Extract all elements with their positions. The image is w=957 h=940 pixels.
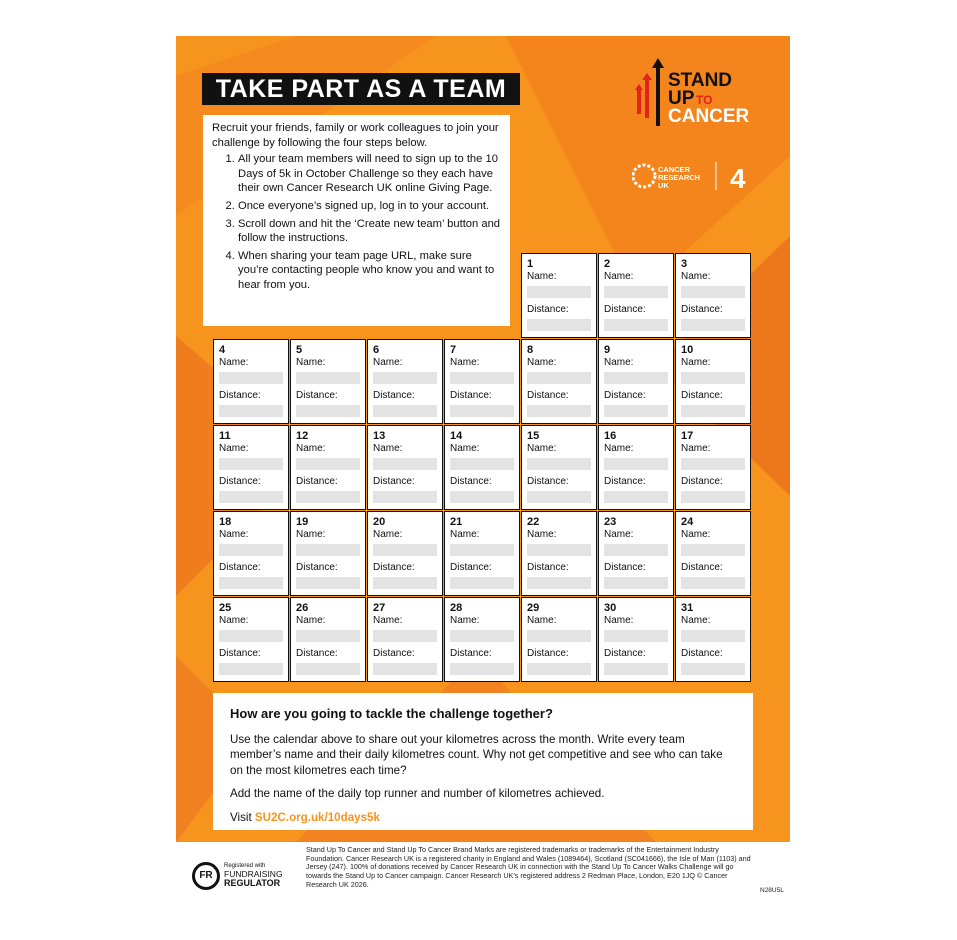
step-item: 1. All your team members will need to sign up to the 10 Days of 5k in October Challenge so they each have their own Cancer Research UK online Giving Page. [238, 152, 502, 196]
name-field[interactable] [373, 630, 437, 642]
name-field[interactable] [373, 544, 437, 556]
day-number: 7 [450, 344, 457, 356]
day-number: 28 [450, 602, 463, 614]
name-field[interactable] [296, 372, 360, 384]
name-label: Name: [527, 357, 557, 368]
calendar-day-19 [290, 511, 366, 596]
day-number: 1 [527, 258, 534, 270]
distance-field[interactable] [527, 491, 591, 503]
distance-field[interactable] [450, 405, 514, 417]
distance-field[interactable] [296, 491, 360, 503]
name-label: Name: [604, 443, 634, 454]
name-label: Name: [219, 357, 249, 368]
name-label: Name: [296, 615, 326, 626]
calendar-day-26 [290, 597, 366, 682]
distance-field[interactable] [373, 577, 437, 589]
name-field[interactable] [373, 372, 437, 384]
distance-label: Distance: [450, 476, 492, 487]
day-number: 19 [296, 516, 309, 528]
day-number: 11 [219, 430, 231, 442]
calendar-day-4 [213, 339, 289, 424]
name-label: Name: [219, 529, 249, 540]
distance-label: Distance: [296, 648, 338, 659]
name-label: Name: [527, 443, 557, 454]
day-number: 6 [373, 344, 380, 356]
name-label: Name: [373, 529, 403, 540]
day-number: 13 [373, 430, 386, 442]
distance-label: Distance: [219, 648, 261, 659]
distance-label: Distance: [219, 390, 261, 401]
distance-field[interactable] [450, 577, 514, 589]
distance-field[interactable] [604, 577, 668, 589]
day-number: 24 [681, 516, 694, 528]
steps-list [212, 152, 502, 292]
page-title: TAKE PART AS A TEAM [202, 73, 520, 105]
distance-label: Distance: [527, 648, 569, 659]
name-field[interactable] [604, 286, 668, 298]
distance-label: Distance: [219, 476, 261, 487]
calendar-day-22 [521, 511, 597, 596]
distance-field[interactable] [527, 405, 591, 417]
distance-label: Distance: [604, 562, 646, 573]
name-label: Name: [681, 615, 711, 626]
name-label: Name: [373, 615, 403, 626]
calendar-day-10 [675, 339, 751, 424]
fundraising-regulator-text [224, 863, 283, 888]
distance-label: Distance: [604, 476, 646, 487]
name-field[interactable] [527, 372, 591, 384]
distance-label: Distance: [681, 562, 723, 573]
su2c-logo [632, 58, 762, 198]
reg-small: Registered with [224, 863, 266, 869]
distance-label: Distance: [681, 390, 723, 401]
distance-field[interactable] [527, 663, 591, 675]
calendar-day-9 [598, 339, 674, 424]
name-label: Name: [527, 615, 557, 626]
calendar-day-8 [521, 339, 597, 424]
distance-label: Distance: [604, 648, 646, 659]
name-field[interactable] [450, 458, 514, 470]
day-number: 4 [219, 344, 226, 356]
distance-label: Distance: [373, 648, 415, 659]
calendar-day-16 [598, 425, 674, 510]
calendar-day-18 [213, 511, 289, 596]
distance-field[interactable] [373, 491, 437, 503]
calendar-day-7 [444, 339, 520, 424]
name-label: Name: [373, 357, 403, 368]
reg-fundraising: FUNDRAISING [224, 869, 283, 879]
name-label: Name: [450, 357, 480, 368]
distance-label: Distance: [527, 304, 569, 315]
cancer-research-text: CANCER RESEARCH UK [658, 165, 701, 190]
distance-field[interactable] [527, 319, 591, 331]
challenge-para2: Add the name of the daily top runner and number of kilometres achieved. [230, 787, 605, 800]
day-number: 2 [604, 258, 611, 270]
name-field[interactable] [681, 372, 745, 384]
day-number: 18 [219, 516, 232, 528]
distance-field[interactable] [219, 491, 283, 503]
name-field[interactable] [681, 458, 745, 470]
day-number: 21 [450, 516, 463, 528]
challenge-box [213, 693, 753, 830]
logo-up: UP [668, 88, 695, 109]
calendar-day-31 [675, 597, 751, 682]
name-field[interactable] [604, 630, 668, 642]
distance-field[interactable] [681, 319, 745, 331]
calendar-day-1 [521, 253, 597, 338]
distance-label: Distance: [296, 390, 338, 401]
name-label: Name: [681, 357, 711, 368]
calendar-day-11 [213, 425, 289, 510]
day-number: 5 [296, 344, 303, 356]
name-label: Name: [681, 271, 711, 282]
name-label: Name: [219, 443, 249, 454]
footer [192, 846, 792, 906]
name-field[interactable] [604, 372, 668, 384]
day-number: 12 [296, 430, 309, 442]
day-number: 10 [681, 344, 694, 356]
day-number: 27 [373, 602, 386, 614]
distance-label: Distance: [450, 648, 492, 659]
day-number: 25 [219, 602, 232, 614]
name-label: Name: [219, 615, 249, 626]
name-label: Name: [527, 271, 557, 282]
calendar-day-15 [521, 425, 597, 510]
calendar-day-6 [367, 339, 443, 424]
distance-label: Distance: [681, 476, 723, 487]
name-field[interactable] [373, 458, 437, 470]
legal-text: Stand Up To Cancer and Stand Up To Cancer Brand Marks are registered trademarks or trademarks of the Entertainment Industry Foundation. Cancer Research UK is a registered charity in England and Wales (1089464), Scotland (SC041666), the Isle of Man (1103) and Jersey (247). 100% of donations received by Cancer Research UK in connection with the Stand Up To Cancer Walks Challenge will go towards the Stand Up to Cancer campaign. Cancer Research UK’s registered address 2 Redman Place, London, E20 1JQ © Cancer Research UK 2026. [306, 845, 751, 889]
calendar-day-25 [213, 597, 289, 682]
name-label: Name: [681, 529, 711, 540]
distance-field[interactable] [604, 491, 668, 503]
distance-label: Distance: [450, 390, 492, 401]
name-label: Name: [604, 615, 634, 626]
distance-field[interactable] [219, 577, 283, 589]
distance-label: Distance: [681, 648, 723, 659]
name-label: Name: [604, 529, 634, 540]
distance-label: Distance: [681, 304, 723, 315]
calendar-day-29 [521, 597, 597, 682]
name-label: Name: [604, 357, 634, 368]
name-field[interactable] [219, 544, 283, 556]
distance-field[interactable] [373, 405, 437, 417]
distance-label: Distance: [604, 390, 646, 401]
distance-label: Distance: [527, 390, 569, 401]
name-field[interactable] [219, 372, 283, 384]
distance-label: Distance: [373, 476, 415, 487]
cancer-research-icon [633, 165, 655, 187]
day-number: 16 [604, 430, 617, 442]
distance-label: Distance: [527, 476, 569, 487]
name-field[interactable] [527, 630, 591, 642]
name-label: Name: [296, 357, 326, 368]
calendar-day-5 [290, 339, 366, 424]
distance-field[interactable] [450, 663, 514, 675]
distance-field[interactable] [681, 405, 745, 417]
distance-field[interactable] [527, 577, 591, 589]
challenge-heading: How are you going to tackle the challenge together? [230, 706, 553, 721]
distance-field[interactable] [219, 405, 283, 417]
name-field[interactable] [450, 544, 514, 556]
distance-field[interactable] [681, 663, 745, 675]
calendar-day-28 [444, 597, 520, 682]
calendar-day-3 [675, 253, 751, 338]
distance-field[interactable] [604, 405, 668, 417]
day-number: 17 [681, 430, 694, 442]
distance-label: Distance: [450, 562, 492, 573]
name-label: Name: [450, 443, 480, 454]
name-label: Name: [373, 443, 403, 454]
logo-stand: STAND [668, 70, 733, 91]
calendar-day-13 [367, 425, 443, 510]
distance-field[interactable] [681, 577, 745, 589]
calendar-day-27 [367, 597, 443, 682]
distance-field[interactable] [296, 577, 360, 589]
visit-line [230, 810, 735, 826]
distance-field[interactable] [373, 663, 437, 675]
day-number: 15 [527, 430, 540, 442]
visit-label: Visit [230, 810, 255, 824]
day-number: 30 [604, 602, 617, 614]
day-number: 3 [681, 258, 688, 270]
name-field[interactable] [219, 630, 283, 642]
distance-label: Distance: [296, 476, 338, 487]
name-label: Name: [681, 443, 711, 454]
distance-field[interactable] [681, 491, 745, 503]
name-field[interactable] [296, 458, 360, 470]
calendar-day-24 [675, 511, 751, 596]
doc-code: N28U5L [760, 887, 784, 894]
distance-label: Distance: [296, 562, 338, 573]
stand-up-to-cancer-logo [632, 58, 762, 128]
name-field[interactable] [450, 630, 514, 642]
day-number: 9 [604, 344, 611, 356]
challenge-para1: Use the calendar above to share out your kilometres across the month. Write every team member’s name and their daily kilometres count. Why not get competitive and see who can take on the most kilometres each time? [230, 732, 723, 777]
calendar-day-30 [598, 597, 674, 682]
intro-lead: Recruit your friends, family or work colleagues to join your challenge by following the four steps below. [212, 122, 499, 149]
name-field[interactable] [527, 286, 591, 298]
calendar-day-23 [598, 511, 674, 596]
name-field[interactable] [527, 458, 591, 470]
channel4-logo: 4 [730, 163, 746, 194]
day-number: 14 [450, 430, 463, 442]
distance-field[interactable] [296, 663, 360, 675]
calendar-day-20 [367, 511, 443, 596]
step-item: 4. When sharing your team page URL, make sure you’re contacting people who know you and want to hear from you. [238, 249, 502, 293]
name-field[interactable] [681, 286, 745, 298]
day-number: 29 [527, 602, 540, 614]
distance-label: Distance: [604, 304, 646, 315]
name-field[interactable] [681, 630, 745, 642]
calendar-day-2 [598, 253, 674, 338]
name-field[interactable] [296, 544, 360, 556]
name-label: Name: [527, 529, 557, 540]
name-field[interactable] [604, 458, 668, 470]
distance-label: Distance: [527, 562, 569, 573]
day-number: 31 [681, 602, 694, 614]
distance-label: Distance: [373, 562, 415, 573]
distance-field[interactable] [450, 491, 514, 503]
logo-cancer: CANCER [668, 106, 750, 127]
name-label: Name: [450, 529, 480, 540]
name-label: Name: [296, 443, 326, 454]
name-field[interactable] [296, 630, 360, 642]
fundraising-regulator-badge: FR [192, 862, 220, 890]
distance-field[interactable] [296, 405, 360, 417]
name-field[interactable] [527, 544, 591, 556]
distance-field[interactable] [604, 319, 668, 331]
day-number: 22 [527, 516, 540, 528]
logo-to: TO [696, 93, 713, 107]
name-label: Name: [450, 615, 480, 626]
name-field[interactable] [219, 458, 283, 470]
day-number: 8 [527, 344, 534, 356]
distance-label: Distance: [373, 390, 415, 401]
intro-box [203, 115, 510, 326]
name-field[interactable] [450, 372, 514, 384]
name-label: Name: [296, 529, 326, 540]
day-number: 23 [604, 516, 617, 528]
name-label: Name: [604, 271, 634, 282]
calendar-day-21 [444, 511, 520, 596]
day-number: 26 [296, 602, 309, 614]
step-item: 3. Scroll down and hit the ‘Create new team’ button and follow the instructions. [238, 217, 502, 246]
poster [176, 36, 790, 842]
calendar-day-12 [290, 425, 366, 510]
reg-regulator: REGULATOR [224, 877, 281, 888]
distance-field[interactable] [219, 663, 283, 675]
day-number: 20 [373, 516, 386, 528]
calendar-day-14 [444, 425, 520, 510]
distance-field[interactable] [604, 663, 668, 675]
name-field[interactable] [604, 544, 668, 556]
distance-label: Distance: [219, 562, 261, 573]
visit-link[interactable]: SU2C.org.uk/10days5k [254, 810, 380, 824]
step-item: 2. Once everyone’s signed up, log in to your account. [238, 199, 502, 214]
name-field[interactable] [681, 544, 745, 556]
calendar-day-17 [675, 425, 751, 510]
